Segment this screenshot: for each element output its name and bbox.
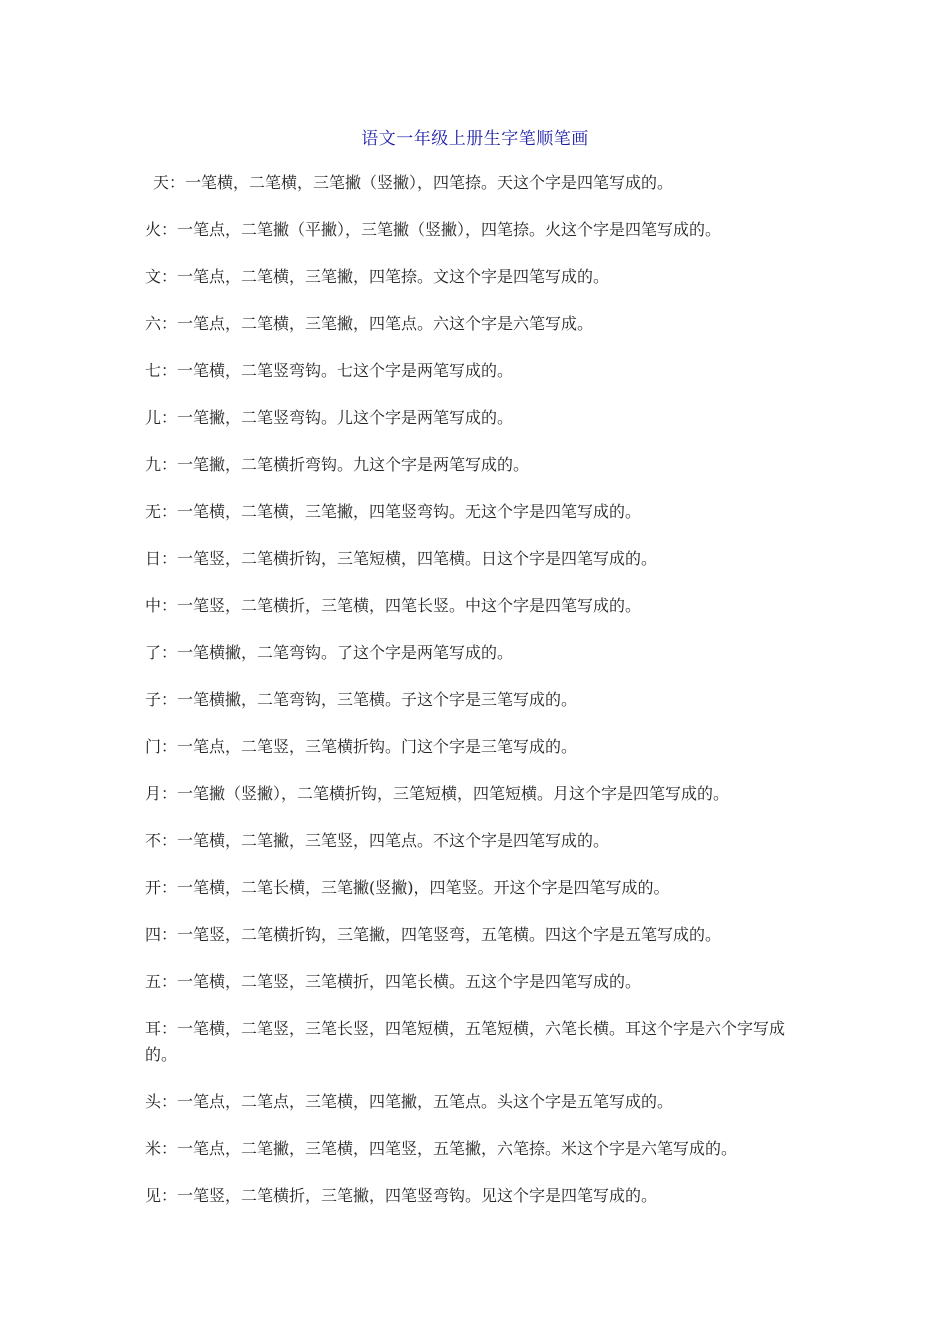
stroke-line-er-ear: 耳：一笔横，二笔竖，三笔长竖，四笔短横，五笔短横，六笔长横。耳这个字是六个字写成的。 bbox=[145, 1019, 786, 1064]
stroke-line-si: 四：一笔竖，二笔横折钩，三笔撇，四笔竖弯，五笔横。四这个字是五笔写成的。 bbox=[145, 925, 722, 944]
stroke-line-er: 儿：一笔撇，二笔竖弯钩。儿这个字是两笔写成的。 bbox=[145, 408, 514, 427]
stroke-line-zi: 子：一笔横撇，二笔弯钩，三笔横。子这个字是三笔写成的。 bbox=[145, 690, 578, 709]
stroke-line-bu: 不：一笔横，二笔撇，三笔竖，四笔点。不这个字是四笔写成的。 bbox=[145, 831, 610, 850]
stroke-line-liu: 六：一笔点，二笔横，三笔撇，四笔点。六这个字是六笔写成。 bbox=[145, 314, 594, 333]
stroke-line-tou: 头：一笔点，二笔点，三笔横，四笔撇，五笔点。头这个字是五笔写成的。 bbox=[145, 1092, 674, 1111]
document-title: 语文一年级上册生字笔顺笔画 bbox=[361, 129, 589, 149]
stroke-line-kai: 开：一笔横，二笔长横，三笔撇(竖撇)，四笔竖。开这个字是四笔写成的。 bbox=[145, 878, 670, 897]
stroke-line-ri: 日：一笔竖，二笔横折钩，三笔短横，四笔横。日这个字是四笔写成的。 bbox=[145, 549, 658, 568]
stroke-line-le: 了：一笔横撇，二笔弯钩。了这个字是两笔写成的。 bbox=[145, 643, 514, 662]
stroke-line-tian: 天：一笔横，二笔横，三笔撇（竖撇），四笔捺。天这个字是四笔写成的。 bbox=[153, 173, 674, 192]
stroke-line-mi: 米：一笔点，二笔撇，三笔横，四笔竖，五笔撇，六笔捺。米这个字是六笔写成的。 bbox=[145, 1139, 738, 1158]
stroke-line-jian: 见：一笔竖，二笔横折，三笔撇，四笔竖弯钩。见这个字是四笔写成的。 bbox=[145, 1186, 658, 1205]
stroke-line-wu-five: 五：一笔横，二笔竖，三笔横折，四笔长横。五这个字是四笔写成的。 bbox=[145, 972, 642, 991]
stroke-line-men: 门：一笔点，二笔竖，三笔横折钩。门这个字是三笔写成的。 bbox=[145, 737, 578, 756]
stroke-line-huo: 火：一笔点，二笔撇（平撇），三笔撇（竖撇），四笔捺。火这个字是四笔写成的。 bbox=[145, 220, 722, 239]
stroke-line-yue: 月：一笔撇（竖撇），二笔横折钩，三笔短横，四笔短横。月这个字是四笔写成的。 bbox=[145, 784, 730, 803]
stroke-order-list bbox=[145, 170, 815, 1230]
stroke-line-jiu: 九：一笔撇，二笔横折弯钩。九这个字是两笔写成的。 bbox=[145, 455, 530, 474]
stroke-line-qi: 七：一笔横，二笔竖弯钩。七这个字是两笔写成的。 bbox=[145, 361, 514, 380]
stroke-line-zhong: 中：一笔竖，二笔横折，三笔横，四笔长竖。中这个字是四笔写成的。 bbox=[145, 596, 642, 615]
stroke-line-wen: 文：一笔点，二笔横，三笔撇，四笔捺。文这个字是四笔写成的。 bbox=[145, 267, 610, 286]
stroke-line-wu-none: 无：一笔横，二笔横，三笔撇，四笔竖弯钩。无这个字是四笔写成的。 bbox=[145, 502, 642, 521]
